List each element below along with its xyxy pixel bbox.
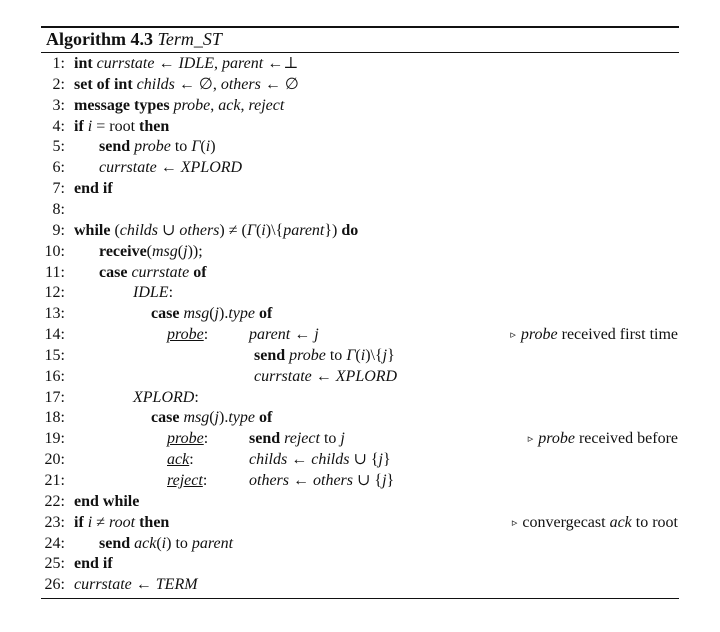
token: i [161, 534, 167, 552]
line-code [74, 75, 299, 95]
token: of [193, 263, 207, 281]
line-number: 18: [44, 409, 65, 427]
line-number: 6: [52, 159, 65, 177]
token: j [183, 242, 188, 260]
line-number: 2: [52, 75, 65, 93]
token: ← [154, 55, 179, 72]
token: received before [574, 430, 678, 448]
algorithm-line [0, 492, 720, 512]
token: ∪ { [349, 451, 379, 469]
token: : [194, 388, 199, 406]
token: ←⊥ [263, 55, 299, 72]
token: send [254, 346, 286, 364]
token: IDLE [178, 55, 215, 72]
token: end while [74, 492, 140, 510]
algorithm-line [0, 304, 720, 324]
line-code [167, 325, 208, 345]
token: : [168, 284, 174, 302]
algorithm-line [0, 117, 720, 137]
token: ( [177, 242, 184, 260]
line-number: 13: [44, 305, 65, 323]
token: XPLORD [335, 367, 398, 385]
token: parent [249, 326, 291, 344]
token: to root [631, 513, 678, 531]
token: probe [538, 430, 575, 448]
line-code [167, 450, 194, 470]
line-comment [528, 429, 678, 450]
line-number: 14: [44, 326, 65, 344]
token: ( [200, 138, 206, 156]
token: if [74, 117, 84, 135]
token: ( [209, 409, 215, 427]
token: to [319, 430, 341, 448]
line-code [167, 429, 208, 449]
token: probe [173, 96, 211, 114]
token: convergecast [522, 513, 610, 531]
line-code [167, 471, 207, 491]
algorithm-label: Algorithm 4.3 [46, 29, 153, 49]
token: msg [152, 242, 178, 260]
token: TERM [155, 576, 198, 594]
token: IDLE [133, 284, 169, 302]
algorithm-line [0, 242, 720, 262]
token: XPLORD [180, 159, 243, 177]
token: XPLORD [133, 388, 195, 406]
line-code [254, 346, 395, 366]
token: childs [136, 75, 175, 93]
token: j [214, 409, 219, 427]
token: parent [283, 221, 325, 239]
token: ← [287, 451, 312, 469]
token: : [203, 326, 209, 344]
token: of [258, 409, 273, 427]
token: j [214, 305, 219, 323]
token: probe [520, 326, 558, 344]
line-code [99, 242, 203, 262]
token: , [240, 96, 249, 114]
line-number: 22: [44, 492, 65, 510]
token: currstate [131, 263, 190, 281]
algorithm-line [0, 283, 720, 303]
token: }) [324, 221, 342, 239]
token: j [314, 326, 319, 344]
token: j [382, 472, 387, 489]
token: ← ∅ [260, 75, 299, 93]
comment-triangle-icon: ▹ [527, 433, 534, 446]
token: Γ [246, 221, 256, 239]
algorithm-line [0, 450, 720, 470]
algorithm-line [0, 263, 720, 283]
token: case [151, 305, 180, 323]
line-number: 26: [44, 576, 65, 594]
token: )); [187, 242, 203, 260]
token: reject [284, 430, 320, 448]
token: message types [74, 96, 170, 114]
token: ). [219, 305, 229, 323]
algorithm-line [0, 367, 720, 387]
line-number: 7: [52, 180, 65, 198]
token: case [99, 263, 128, 281]
token: parent [191, 534, 234, 552]
algorithm-line [0, 429, 720, 449]
algorithm-line [0, 54, 720, 74]
token: = root [92, 117, 140, 135]
token: ack [218, 96, 241, 114]
algorithm-line [0, 408, 720, 428]
token: reject [248, 96, 285, 114]
token: received first time [557, 326, 678, 344]
token: j [382, 346, 388, 364]
token: msg [183, 409, 210, 427]
line-code-action [249, 325, 319, 345]
token: : [189, 451, 194, 469]
token: int [74, 55, 93, 72]
comment-triangle-icon: ▹ [510, 329, 516, 342]
token: if [74, 513, 84, 531]
token: i [205, 138, 211, 156]
line-number: 5: [52, 138, 65, 156]
line-number: 16: [44, 367, 65, 385]
token: parent [222, 55, 264, 72]
line-number: 24: [44, 534, 65, 552]
algorithm-bottom-rule [41, 598, 679, 599]
line-number: 9: [52, 221, 65, 239]
line-code [99, 158, 242, 178]
line-code [74, 492, 139, 512]
algorithm-line [0, 137, 720, 157]
line-code [74, 513, 169, 533]
token: set of int [74, 75, 133, 93]
algorithm-line [0, 96, 720, 116]
token: ( [146, 242, 152, 260]
line-number: 25: [44, 555, 65, 573]
algorithm-caption [46, 28, 222, 50]
algorithm-line [0, 575, 720, 595]
token: currstate [254, 367, 312, 385]
token: : [203, 430, 209, 448]
line-code-action [249, 471, 394, 491]
token: ( [110, 221, 120, 239]
token: type [228, 409, 255, 427]
token: } [387, 346, 395, 364]
line-number: 11: [45, 263, 65, 281]
token: ack [134, 534, 157, 552]
token: send [249, 430, 281, 448]
token: childs [249, 451, 288, 469]
algorithm-line [0, 513, 720, 533]
token: others [179, 221, 220, 239]
algorithm-line [0, 179, 720, 199]
token: ( [355, 346, 361, 364]
token: currstate [96, 55, 155, 72]
line-comment [510, 325, 678, 346]
token: end if [74, 555, 113, 573]
token: } [382, 451, 391, 469]
line-code [133, 388, 199, 408]
algorithm-line [0, 221, 720, 241]
token: currstate [99, 159, 157, 177]
token: i [261, 221, 266, 239]
token: ← ∅, [174, 75, 221, 93]
algorithm-name: Term_ST [157, 29, 222, 49]
algorithm-line [0, 325, 720, 345]
algorithm-header-rule [41, 52, 679, 53]
line-code [74, 117, 169, 137]
line-number: 15: [44, 346, 65, 364]
token: ≠ [92, 513, 110, 531]
line-comment [512, 513, 678, 534]
token: ( [255, 221, 262, 239]
token: Γ [346, 346, 356, 364]
algorithm-line [0, 471, 720, 491]
line-code [74, 575, 198, 595]
token: ← [290, 326, 315, 344]
line-number: 19: [44, 430, 65, 448]
token: ← [156, 159, 181, 177]
line-number: 21: [44, 472, 65, 489]
token: probe [167, 430, 204, 448]
token: root [109, 513, 136, 531]
line-code [74, 96, 284, 116]
line-code [99, 534, 233, 554]
token: send [99, 534, 131, 552]
token: do [341, 221, 359, 239]
token: ∪ { [353, 472, 383, 489]
token: reject [167, 472, 203, 489]
line-code [151, 408, 272, 428]
token: Γ [191, 138, 201, 156]
token: probe [134, 138, 171, 156]
token: currstate [74, 576, 132, 594]
token: end if [74, 180, 113, 198]
token: ← [311, 367, 336, 385]
token: childs [311, 451, 350, 469]
token: ← [289, 472, 313, 489]
token: ( [209, 305, 215, 323]
token: )\{ [265, 221, 284, 239]
token: childs [119, 221, 158, 239]
token: : [202, 472, 208, 489]
token: i [87, 513, 93, 531]
line-number: 4: [52, 117, 65, 135]
algorithm-line [0, 388, 720, 408]
token: then [139, 117, 170, 135]
comment-triangle-icon: ▹ [511, 516, 518, 529]
token: )\{ [365, 346, 383, 364]
token: send [99, 138, 131, 156]
line-code-action [249, 450, 391, 470]
line-number: 1: [52, 55, 65, 72]
token: to [325, 346, 347, 364]
line-number: 10: [44, 242, 65, 260]
token: ) to [166, 534, 192, 552]
line-number: 3: [52, 96, 65, 114]
token: while [74, 221, 111, 239]
line-code [74, 179, 113, 199]
token: to [170, 138, 192, 156]
algorithm-line [0, 534, 720, 554]
token: others [220, 75, 261, 93]
token: ) ≠ ( [219, 221, 247, 239]
line-code-action [249, 429, 345, 449]
algorithm-line [0, 346, 720, 366]
line-number: 12: [44, 284, 65, 302]
token: i [87, 117, 93, 135]
algorithm-line [0, 554, 720, 574]
token: ). [219, 409, 229, 427]
line-code [133, 283, 173, 303]
line-number: 23: [44, 513, 65, 531]
token: ack [609, 513, 632, 531]
token: of [258, 305, 273, 323]
token: others [313, 472, 353, 489]
line-code [99, 137, 216, 157]
token: others [249, 472, 289, 489]
token: then [139, 513, 170, 531]
line-code [151, 304, 272, 324]
token: j [340, 430, 345, 448]
token: ack [167, 451, 190, 469]
algorithm-line [0, 75, 720, 95]
token: i [360, 346, 366, 364]
token: case [151, 409, 180, 427]
token: ( [156, 534, 162, 552]
token: ) [210, 138, 216, 156]
token: probe [167, 326, 204, 344]
line-code [74, 221, 358, 241]
line-code [254, 367, 397, 387]
token: } [386, 472, 395, 489]
token: type [228, 305, 255, 323]
algorithm-line [0, 200, 720, 220]
token: msg [183, 305, 210, 323]
line-code [74, 554, 113, 574]
token: , [214, 55, 223, 72]
token: receive [99, 242, 147, 260]
line-number: 8: [52, 200, 65, 218]
token: j [378, 451, 383, 469]
token: , [210, 96, 219, 114]
token: probe [289, 346, 326, 364]
line-code [99, 263, 207, 283]
line-number: 20: [44, 451, 65, 469]
token: ← [131, 576, 156, 594]
token: ∪ [158, 221, 180, 239]
line-code [74, 54, 298, 74]
line-number: 17: [44, 388, 65, 406]
algorithm-line [0, 158, 720, 178]
